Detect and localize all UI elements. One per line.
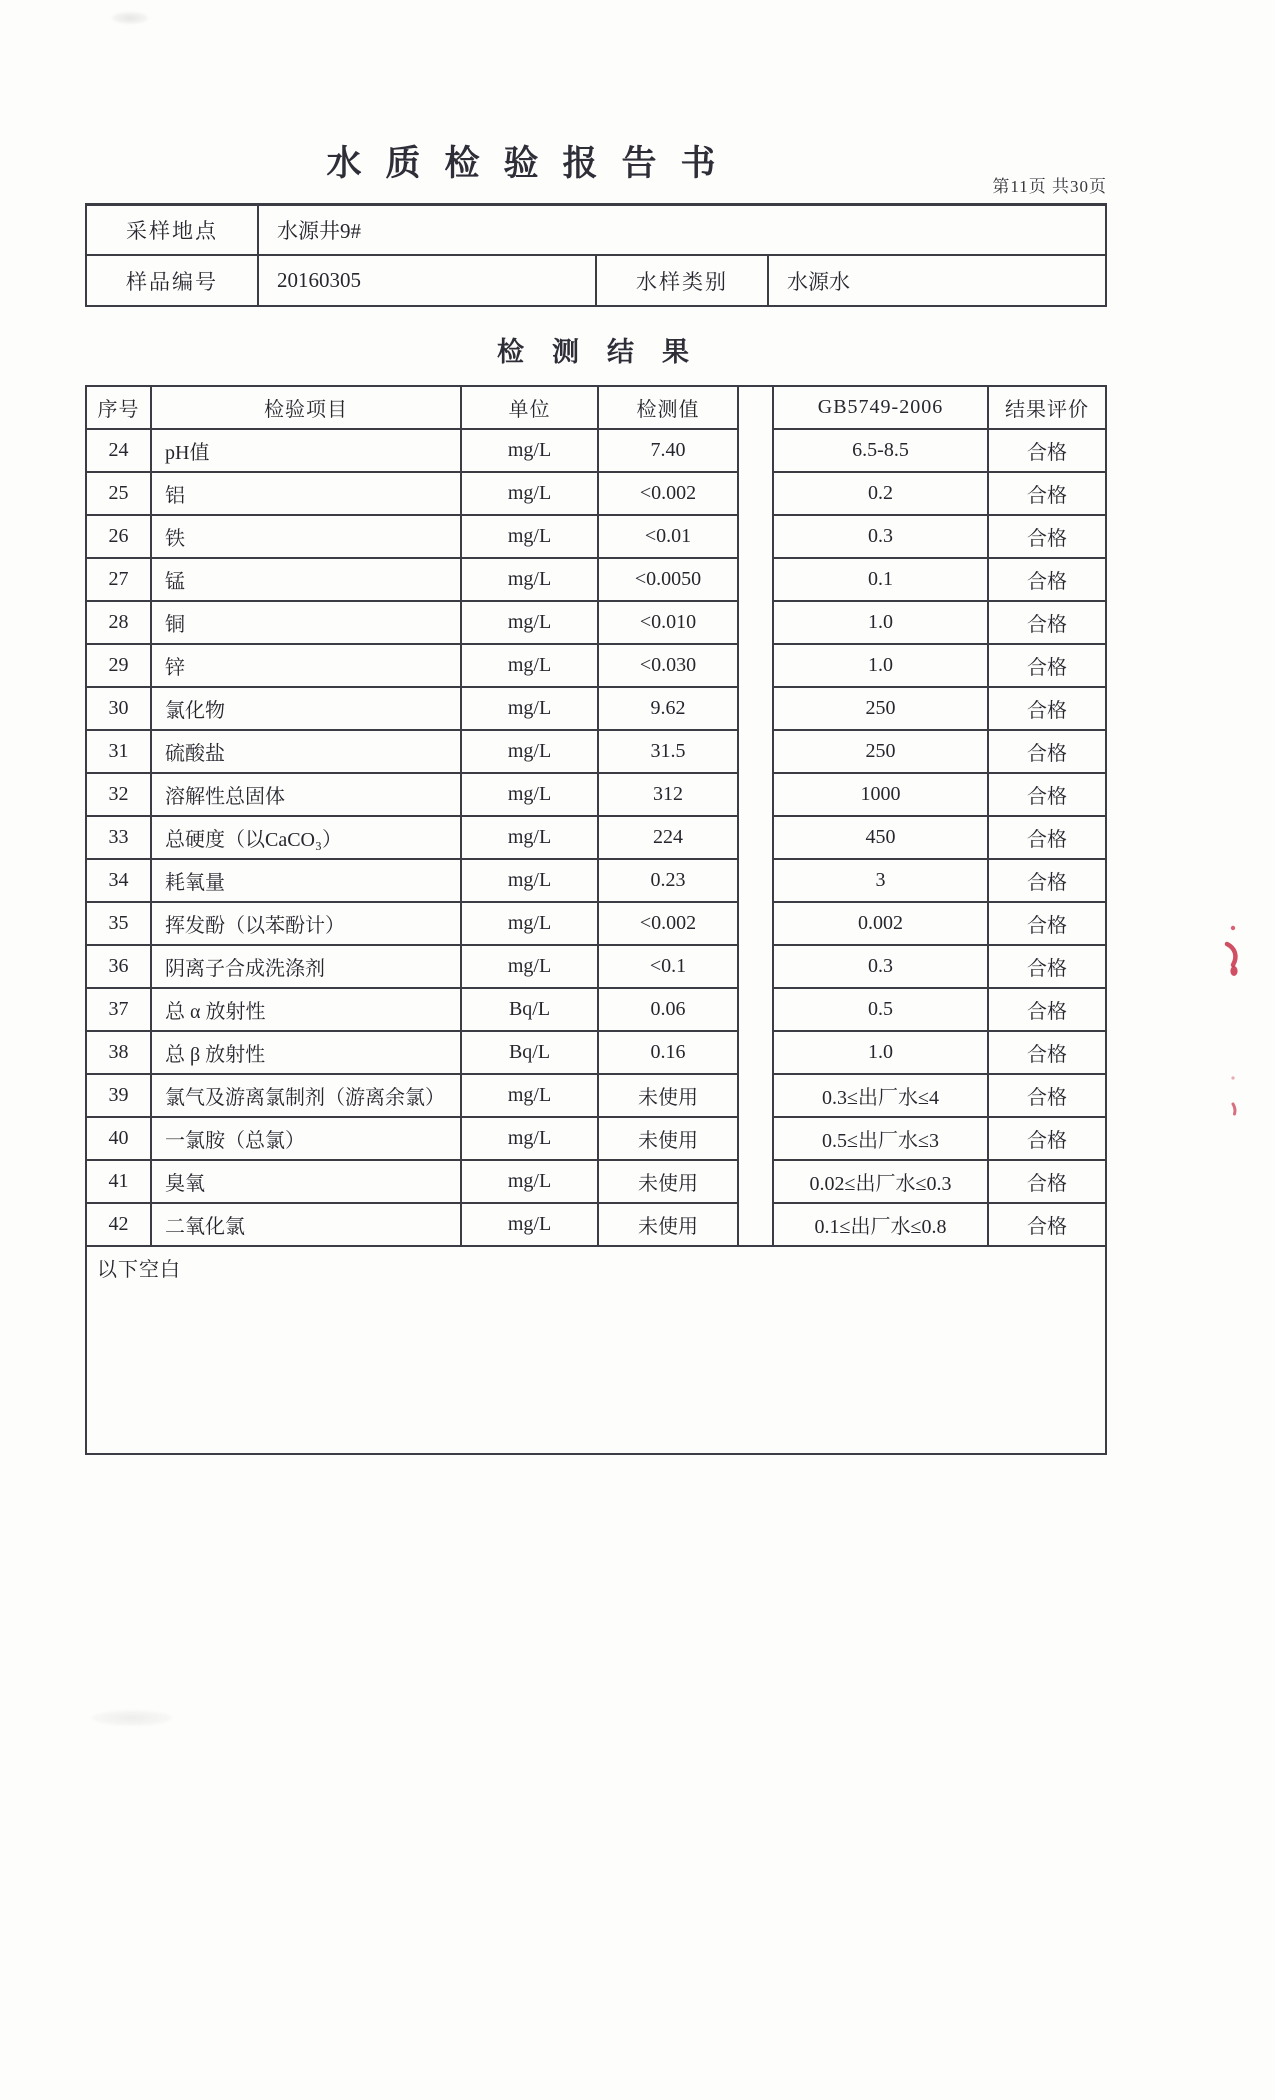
cell-no: 31 <box>87 731 152 774</box>
cell-value: 未使用 <box>599 1075 739 1118</box>
cell-item: 氯气及游离氯制剂（游离余氯） <box>152 1075 462 1118</box>
cell-unit: mg/L <box>462 559 599 602</box>
gap-cell <box>739 430 774 473</box>
water-type-label: 水样类别 <box>597 256 769 305</box>
results-table <box>85 385 1107 1455</box>
column-header-no: 序号 <box>87 387 152 430</box>
cell-no: 24 <box>87 430 152 473</box>
cell-no: 39 <box>87 1075 152 1118</box>
cell-no: 34 <box>87 860 152 903</box>
cell-standard: 3 <box>774 860 989 903</box>
cell-value: 0.23 <box>599 860 739 903</box>
cell-item: 耗氧量 <box>152 860 462 903</box>
cell-value: 0.16 <box>599 1032 739 1075</box>
cell-standard: 1000 <box>774 774 989 817</box>
cell-result: 合格 <box>989 1204 1105 1247</box>
cell-no: 33 <box>87 817 152 860</box>
cell-unit: mg/L <box>462 731 599 774</box>
cell-item: 一氯胺（总氯） <box>152 1118 462 1161</box>
cell-unit: mg/L <box>462 430 599 473</box>
cell-no: 26 <box>87 516 152 559</box>
sample-info-table <box>85 203 1107 307</box>
blank-footer-cell: 以下空白 <box>97 1259 181 1281</box>
cell-standard: 0.2 <box>774 473 989 516</box>
cell-standard: 0.3 <box>774 516 989 559</box>
cell-no: 42 <box>87 1204 152 1247</box>
cell-item: 溶解性总固体 <box>152 774 462 817</box>
cell-value: 312 <box>599 774 739 817</box>
cell-value: 7.40 <box>599 430 739 473</box>
cell-value: <0.01 <box>599 516 739 559</box>
red-ink-marks <box>1220 918 1252 1128</box>
page-indicator: 第11页 共30页 <box>992 177 1107 196</box>
cell-standard: 0.02≤出厂水≤0.3 <box>774 1161 989 1204</box>
cell-no: 30 <box>87 688 152 731</box>
column-header-value: 检测值 <box>599 387 739 430</box>
cell-unit: mg/L <box>462 946 599 989</box>
gap-cell <box>739 1118 774 1161</box>
cell-item: 硫酸盐 <box>152 731 462 774</box>
cell-value: <0.1 <box>599 946 739 989</box>
cell-unit: mg/L <box>462 860 599 903</box>
cell-unit: mg/L <box>462 1118 599 1161</box>
cell-value: <0.030 <box>599 645 739 688</box>
cell-value: 未使用 <box>599 1204 739 1247</box>
cell-unit: mg/L <box>462 473 599 516</box>
cell-value: 31.5 <box>599 731 739 774</box>
gap-cell <box>739 817 774 860</box>
cell-result: 合格 <box>989 774 1105 817</box>
cell-item: 锌 <box>152 645 462 688</box>
gap-cell <box>739 516 774 559</box>
cell-unit: mg/L <box>462 688 599 731</box>
cell-standard: 0.002 <box>774 903 989 946</box>
cell-result: 合格 <box>989 559 1105 602</box>
cell-result: 合格 <box>989 1032 1105 1075</box>
cell-result: 合格 <box>989 903 1105 946</box>
gap-cell <box>739 1032 774 1075</box>
cell-result: 合格 <box>989 817 1105 860</box>
gap-cell <box>739 1075 774 1118</box>
column-header-unit: 单位 <box>462 387 599 430</box>
cell-value: <0.010 <box>599 602 739 645</box>
cell-value: 224 <box>599 817 739 860</box>
gap-column-header <box>739 387 774 430</box>
cell-standard: 250 <box>774 731 989 774</box>
cell-result: 合格 <box>989 688 1105 731</box>
cell-result: 合格 <box>989 516 1105 559</box>
cell-standard: 0.1 <box>774 559 989 602</box>
cell-no: 25 <box>87 473 152 516</box>
cell-standard: 6.5-8.5 <box>774 430 989 473</box>
cell-result: 合格 <box>989 731 1105 774</box>
cell-no: 28 <box>87 602 152 645</box>
cell-item: 总硬度（以CaCO₃） <box>152 817 462 860</box>
gap-cell <box>739 989 774 1032</box>
cell-item: 铁 <box>152 516 462 559</box>
cell-standard: 0.5≤出厂水≤3 <box>774 1118 989 1161</box>
cell-value: <0.002 <box>599 903 739 946</box>
water-type-value: 水源水 <box>787 269 850 294</box>
cell-standard: 0.5 <box>774 989 989 1032</box>
cell-item: 二氧化氯 <box>152 1204 462 1247</box>
gap-cell <box>739 774 774 817</box>
cell-item: 氯化物 <box>152 688 462 731</box>
cell-result: 合格 <box>989 860 1105 903</box>
cell-item: 总 β 放射性 <box>152 1032 462 1075</box>
cell-no: 40 <box>87 1118 152 1161</box>
cell-standard: 1.0 <box>774 1032 989 1075</box>
column-header-result: 结果评价 <box>989 387 1105 430</box>
cell-result: 合格 <box>989 1161 1105 1204</box>
cell-standard: 0.3≤出厂水≤4 <box>774 1075 989 1118</box>
gap-cell <box>739 731 774 774</box>
gap-cell <box>739 559 774 602</box>
cell-unit: Bq/L <box>462 1032 599 1075</box>
cell-item: 阴离子合成洗涤剂 <box>152 946 462 989</box>
section-title: 检测结果 <box>497 337 717 367</box>
gap-cell <box>739 645 774 688</box>
column-header-standard: GB5749-2006 <box>774 387 989 430</box>
cell-unit: mg/L <box>462 602 599 645</box>
gap-cell <box>739 688 774 731</box>
cell-no: 41 <box>87 1161 152 1204</box>
cell-unit: mg/L <box>462 903 599 946</box>
cell-result: 合格 <box>989 1075 1105 1118</box>
cell-result: 合格 <box>989 430 1105 473</box>
cell-item: pH值 <box>152 430 462 473</box>
cell-value: 未使用 <box>599 1118 739 1161</box>
cell-unit: mg/L <box>462 1204 599 1247</box>
cell-unit: mg/L <box>462 1161 599 1204</box>
cell-value: 9.62 <box>599 688 739 731</box>
results-grid <box>87 387 1105 1247</box>
gap-cell <box>739 473 774 516</box>
gap-cell <box>739 860 774 903</box>
cell-item: 臭氧 <box>152 1161 462 1204</box>
cell-unit: mg/L <box>462 645 599 688</box>
scan-smudge-lower-left <box>92 1710 172 1726</box>
cell-no: 37 <box>87 989 152 1032</box>
cell-item: 铜 <box>152 602 462 645</box>
report-title: 水质检验报告书 <box>326 144 740 183</box>
sampling-location-label: 采样地点 <box>87 206 259 256</box>
cell-value: 0.06 <box>599 989 739 1032</box>
cell-standard: 0.1≤出厂水≤0.8 <box>774 1204 989 1247</box>
cell-standard: 1.0 <box>774 645 989 688</box>
cell-no: 36 <box>87 946 152 989</box>
cell-item: 锰 <box>152 559 462 602</box>
cell-standard: 1.0 <box>774 602 989 645</box>
cell-value: 未使用 <box>599 1161 739 1204</box>
cell-no: 29 <box>87 645 152 688</box>
cell-standard: 250 <box>774 688 989 731</box>
cell-result: 合格 <box>989 946 1105 989</box>
sample-number-label: 样品编号 <box>87 256 259 305</box>
cell-result: 合格 <box>989 989 1105 1032</box>
column-header-item: 检验项目 <box>152 387 462 430</box>
cell-value: <0.0050 <box>599 559 739 602</box>
cell-no: 27 <box>87 559 152 602</box>
gap-cell <box>739 1204 774 1247</box>
cell-unit: mg/L <box>462 774 599 817</box>
cell-standard: 0.3 <box>774 946 989 989</box>
cell-standard: 450 <box>774 817 989 860</box>
cell-unit: mg/L <box>462 516 599 559</box>
cell-no: 32 <box>87 774 152 817</box>
cell-no: 35 <box>87 903 152 946</box>
cell-no: 38 <box>87 1032 152 1075</box>
scan-smudge-top <box>112 12 148 24</box>
cell-result: 合格 <box>989 1118 1105 1161</box>
cell-unit: mg/L <box>462 817 599 860</box>
gap-cell <box>739 903 774 946</box>
cell-unit: Bq/L <box>462 989 599 1032</box>
gap-cell <box>739 1161 774 1204</box>
cell-item: 铝 <box>152 473 462 516</box>
cell-result: 合格 <box>989 645 1105 688</box>
gap-cell <box>739 946 774 989</box>
cell-item: 总 α 放射性 <box>152 989 462 1032</box>
cell-unit: mg/L <box>462 1075 599 1118</box>
cell-value: <0.002 <box>599 473 739 516</box>
gap-cell <box>739 602 774 645</box>
sample-number-value: 20160305 <box>259 256 597 305</box>
cell-result: 合格 <box>989 602 1105 645</box>
cell-item: 挥发酚（以苯酚计） <box>152 903 462 946</box>
cell-result: 合格 <box>989 473 1105 516</box>
sampling-location-value: 水源井9# <box>259 206 1105 256</box>
